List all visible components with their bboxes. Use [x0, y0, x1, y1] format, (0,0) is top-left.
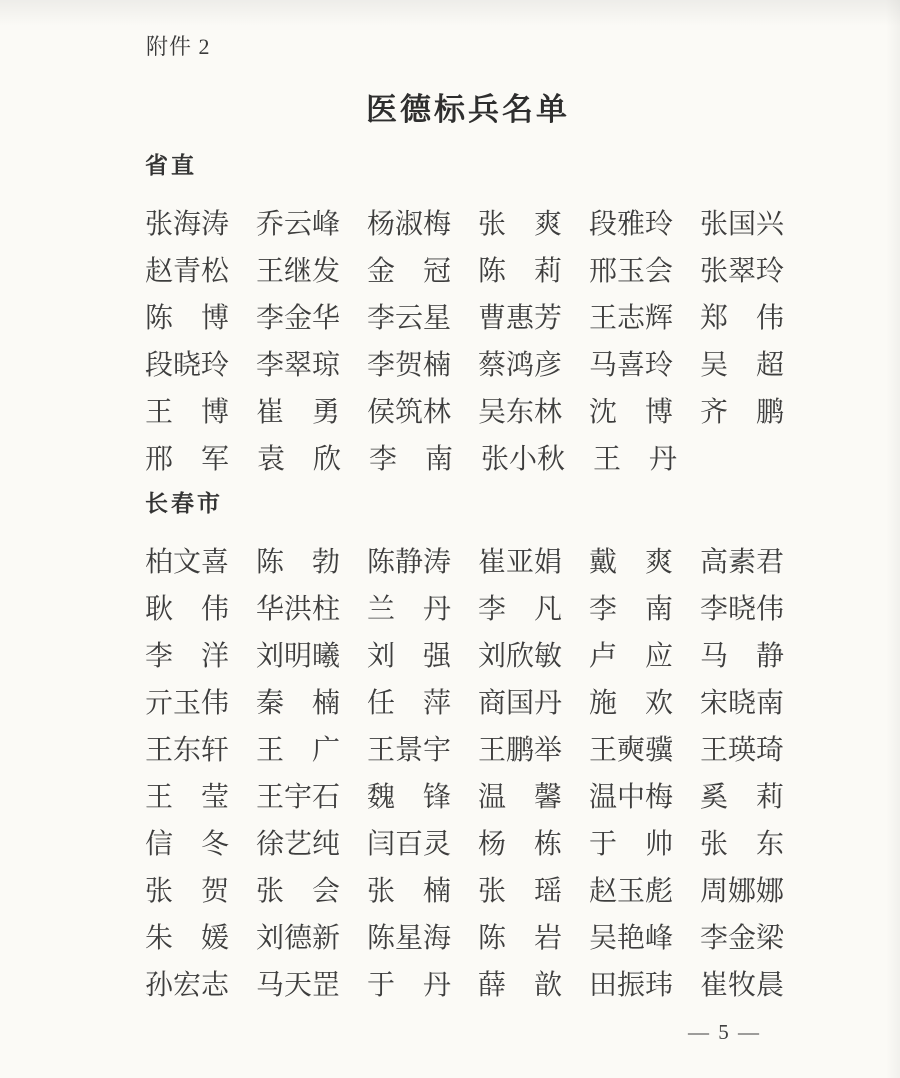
person-name: 薛 歆 — [478, 970, 563, 1001]
person-name: 张 楠 — [367, 876, 452, 907]
person-name: 卢 应 — [589, 641, 674, 672]
attachment-label: 附件 2 — [146, 34, 211, 59]
person-name: 刘明曦 — [256, 641, 341, 672]
person-name: 温中梅 — [589, 782, 674, 813]
person-name: 朱 媛 — [145, 923, 230, 954]
person-name: 于 帅 — [589, 829, 674, 860]
person-name: 段晓玲 — [145, 350, 230, 381]
person-name: 耿 伟 — [145, 594, 230, 625]
person-name: 商国丹 — [478, 688, 563, 719]
section-heading: 长春市 — [145, 491, 223, 516]
person-name: 李 南 — [369, 444, 454, 475]
person-name: 田振玮 — [589, 970, 674, 1001]
person-name: 张 爽 — [478, 209, 563, 240]
person-name: 宋晓南 — [700, 688, 785, 719]
person-name: 乔云峰 — [256, 209, 341, 240]
person-name: 马 静 — [700, 641, 785, 672]
person-name: 任 萍 — [367, 688, 452, 719]
person-name: 戴 爽 — [589, 547, 674, 578]
person-name: 刘 强 — [367, 641, 452, 672]
person-name: 闫百灵 — [367, 829, 452, 860]
person-name: 崔牧晨 — [700, 970, 785, 1001]
person-name: 曹惠芳 — [478, 303, 563, 334]
person-name: 施 欢 — [589, 688, 674, 719]
person-name: 崔 勇 — [256, 397, 341, 428]
page-title: 医德标兵名单 — [366, 92, 570, 127]
person-name: 王鹏举 — [478, 735, 563, 766]
person-name: 蔡鸿彦 — [478, 350, 563, 381]
name-row — [145, 546, 785, 593]
name-row — [145, 922, 785, 969]
section-heading: 省直 — [145, 153, 197, 178]
sections — [145, 152, 785, 1016]
person-name: 吴艳峰 — [589, 923, 674, 954]
scan-artifact-top — [0, 0, 900, 26]
person-name: 李 洋 — [145, 641, 230, 672]
person-name: 王 莹 — [145, 782, 230, 813]
name-row — [145, 687, 785, 734]
person-name: 于 丹 — [367, 970, 452, 1001]
person-name: 陈 岩 — [478, 923, 563, 954]
person-name: 张 贺 — [145, 876, 230, 907]
person-name: 李金梁 — [700, 923, 785, 954]
person-name: 沈 博 — [589, 397, 674, 428]
person-name: 柏文喜 — [145, 547, 230, 578]
person-name: 魏 锋 — [367, 782, 452, 813]
person-name: 陈星海 — [367, 923, 452, 954]
page-number: — 5 — — [688, 1020, 761, 1044]
person-name: 兰 丹 — [367, 594, 452, 625]
person-name: 吴 超 — [700, 350, 785, 381]
person-name: 张 会 — [256, 876, 341, 907]
person-name: 杨 栋 — [478, 829, 563, 860]
person-name: 金 冠 — [367, 256, 452, 287]
person-name: 崔亚娟 — [478, 547, 563, 578]
person-name: 王奭骥 — [589, 735, 674, 766]
name-row — [145, 593, 785, 640]
person-name: 张 瑶 — [478, 876, 563, 907]
name-rows — [145, 208, 785, 490]
person-name: 齐 鹏 — [700, 397, 785, 428]
person-name: 王 博 — [145, 397, 230, 428]
name-row — [145, 969, 785, 1016]
person-name: 王景宇 — [367, 735, 452, 766]
person-name: 张国兴 — [700, 209, 785, 240]
person-name: 王 广 — [256, 735, 341, 766]
person-name: 吴东林 — [478, 397, 563, 428]
name-row — [145, 781, 785, 828]
name-row — [145, 640, 785, 687]
person-name: 信 冬 — [145, 829, 230, 860]
person-name: 张海涛 — [145, 209, 230, 240]
person-name: 徐艺纯 — [256, 829, 341, 860]
person-name: 马天罡 — [256, 970, 341, 1001]
person-name: 邢 军 — [145, 444, 230, 475]
name-row — [145, 255, 785, 302]
name-row — [145, 208, 785, 255]
name-row — [145, 443, 785, 490]
person-name: 李贺楠 — [367, 350, 452, 381]
person-name: 王宇石 — [256, 782, 341, 813]
person-name: 高素君 — [700, 547, 785, 578]
name-row — [145, 875, 785, 922]
person-name: 张 东 — [700, 829, 785, 860]
name-row — [145, 349, 785, 396]
person-name: 马喜玲 — [589, 350, 674, 381]
person-name: 温 馨 — [478, 782, 563, 813]
person-name: 邢玉会 — [589, 256, 674, 287]
person-name: 李翠琼 — [256, 350, 341, 381]
person-name: 刘德新 — [256, 923, 341, 954]
person-name: 陈 莉 — [478, 256, 563, 287]
person-name: 亓玉伟 — [145, 688, 230, 719]
person-name: 陈 博 — [145, 303, 230, 334]
person-name: 刘欣敏 — [478, 641, 563, 672]
name-row — [145, 302, 785, 349]
person-name: 杨淑梅 — [367, 209, 452, 240]
name-row — [145, 734, 785, 781]
person-name: 侯筑林 — [367, 397, 452, 428]
person-name: 秦 楠 — [256, 688, 341, 719]
person-name: 段雅玲 — [589, 209, 674, 240]
person-name: 王瑛琦 — [700, 735, 785, 766]
person-name: 李云星 — [367, 303, 452, 334]
person-name: 李晓伟 — [700, 594, 785, 625]
person-name: 王 丹 — [593, 444, 678, 475]
person-name: 李金华 — [256, 303, 341, 334]
scan-artifact-right — [886, 0, 900, 1078]
person-name: 周娜娜 — [700, 876, 785, 907]
person-name: 李 凡 — [478, 594, 563, 625]
name-rows — [145, 546, 785, 1016]
person-name: 王志辉 — [589, 303, 674, 334]
person-name: 陈 勃 — [256, 547, 341, 578]
person-name: 赵玉彪 — [589, 876, 674, 907]
person-name: 袁 欣 — [257, 444, 342, 475]
person-name: 郑 伟 — [700, 303, 785, 334]
person-name: 陈静涛 — [367, 547, 452, 578]
person-name: 王东轩 — [145, 735, 230, 766]
person-name: 王继发 — [256, 256, 341, 287]
name-row — [145, 828, 785, 875]
person-name: 张小秋 — [481, 444, 566, 475]
person-name: 赵青松 — [145, 256, 230, 287]
person-name: 李 南 — [589, 594, 674, 625]
person-name: 奚 莉 — [700, 782, 785, 813]
person-name: 孙宏志 — [145, 970, 230, 1001]
name-row — [145, 396, 785, 443]
person-name: 华洪柱 — [256, 594, 341, 625]
person-name: 张翠玲 — [700, 256, 785, 287]
